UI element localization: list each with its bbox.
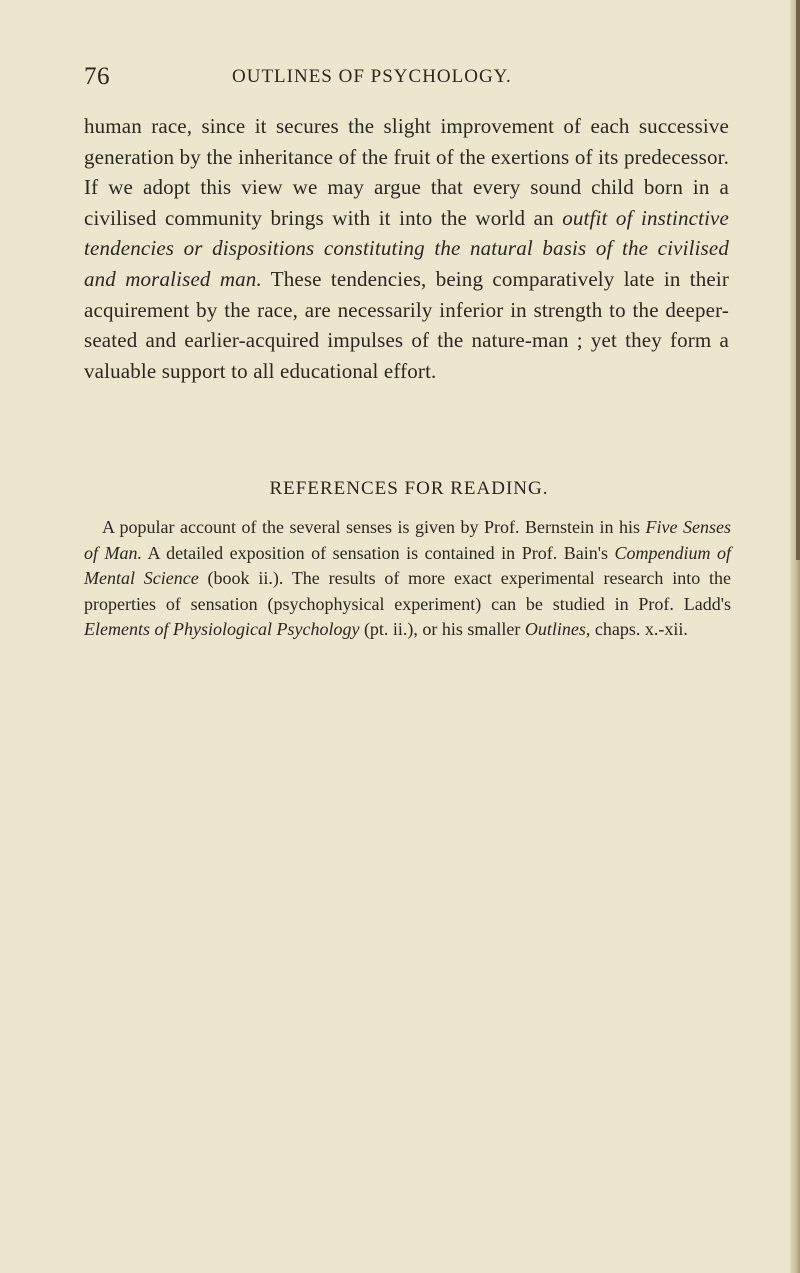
- running-head: [84, 62, 734, 92]
- references-heading: REFERENCES FOR READING.: [269, 478, 549, 499]
- references-paragraph: [84, 515, 731, 643]
- references-title-2: Compendium of Mental Science: [84, 542, 732, 589]
- body-paragraph: [84, 111, 729, 386]
- references-title-4: Outlines,: [524, 619, 591, 640]
- references-text-3: (book ii.). The results of more exact experimental research into the properties of sensation (psychophysical experiment) can be studied in Prof. Ladd's: [84, 568, 731, 614]
- body-text-end: These tendencies, being comparatively late in their acquirement by the race, are necessarily inferior in strength to the deeper-seated and earlier-acquired impulses of the nature-man ; yet they form a valuable support to all educational effort.: [84, 266, 729, 383]
- body-text-start: human race, since it secures the slight improvement of each successive generation by the inheritance of the fruit of the exertions of its predecessor. If we adopt this view we may argue that every sound child born in a civilised community brings with it into the world an: [84, 114, 729, 230]
- page-edge-shadow: [796, 0, 800, 560]
- running-head-title: OUTLINES OF PSYCHOLOGY.: [232, 66, 512, 87]
- references-text-5: chaps. x.-xii.: [590, 619, 688, 640]
- references-title-1: Five Senses of Man.: [84, 517, 731, 563]
- body-italic-phrase: outfit of instinctive tendencies or dispositions constituting the natural basis of the civilised and moralised man.: [84, 205, 729, 291]
- references-text-1: A popular account of the several senses is given by Prof. Bernstein in his: [102, 517, 646, 537]
- references-title-3: Elements of Physiological Psychology: [84, 619, 360, 640]
- references-text-4: (pt. ii.), or his smaller: [359, 619, 525, 640]
- references-text-2: A detailed exposition of sensation is contained in Prof. Bain's: [142, 542, 615, 563]
- page-number: 76: [84, 63, 110, 90]
